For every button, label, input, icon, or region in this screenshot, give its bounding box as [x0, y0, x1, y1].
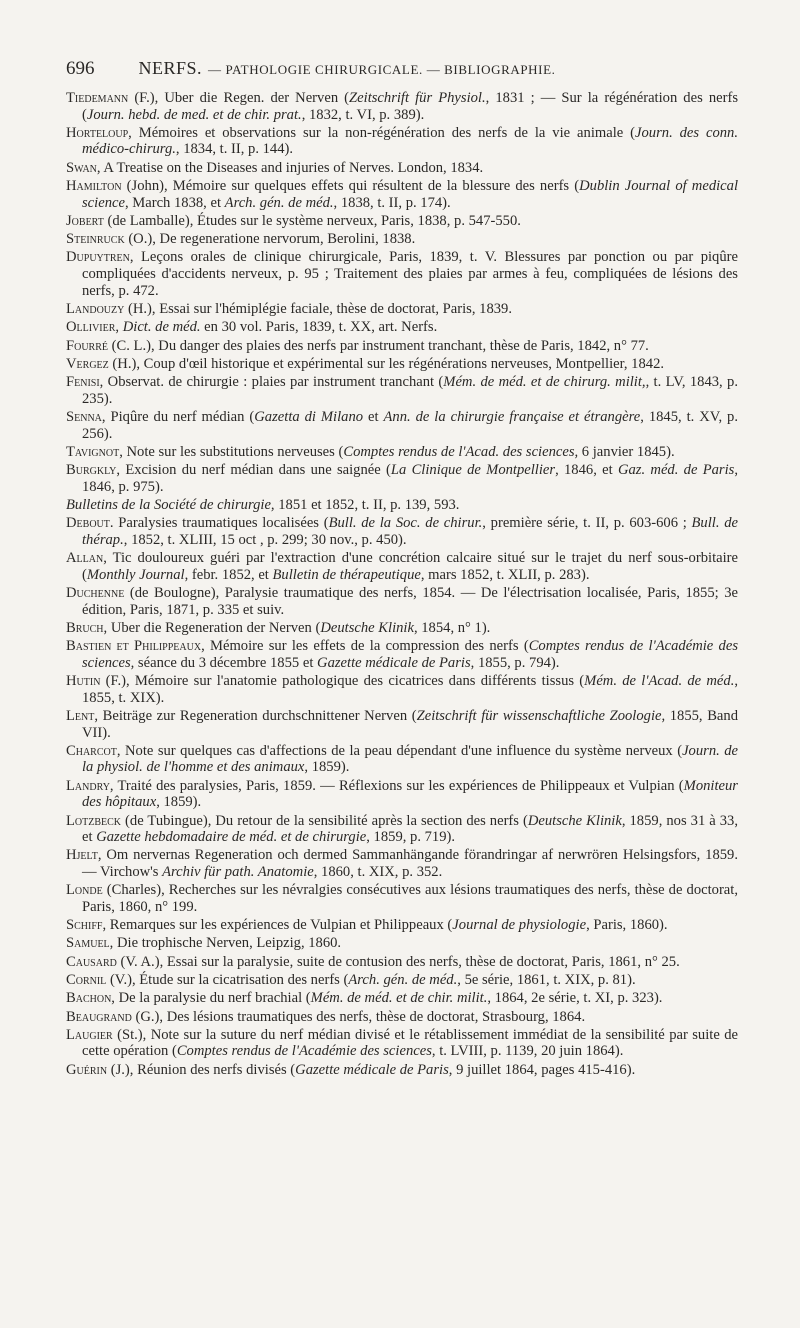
entry-author: Debout [66, 515, 110, 532]
entry-text: , 1838, t. II, p. 174). [333, 194, 451, 211]
bibliography-entry [66, 1009, 738, 1026]
entry-source-title: Comptes rendus de l'Académie des sciences, [82, 638, 738, 671]
entry-author: Guérin [66, 1061, 108, 1078]
entry-author: Hjelt [66, 847, 98, 864]
entry-source-title: Journ. de la physiol. de l'homme et des animaux [82, 742, 739, 776]
bibliography-entry [66, 319, 738, 336]
bibliography-entry [66, 213, 738, 230]
entry-source-title: Gaz. méd. de Paris [617, 462, 735, 479]
entry-source-title: Comptes rendus de l'Acad. des sciences, [343, 443, 579, 460]
chapter-title: NERFS. [138, 58, 203, 78]
entry-source-title: Bull. de la Soc. de chirur. [328, 515, 483, 532]
entry-text: , Uber die Regeneration der Nerven ( [103, 619, 321, 636]
entry-text: , t. LV, 1843, p. 235). [82, 374, 738, 407]
entry-text: , 1855, p. 794). [470, 654, 560, 671]
bibliography-entry [66, 497, 738, 514]
entry-author: Landouzy [66, 300, 125, 317]
entry-text: , 1859). [156, 794, 202, 811]
entry-author: Fourré [66, 337, 109, 354]
entry-source-title: Archiv für path. Anatomie [162, 864, 314, 880]
entry-text: , Note sur quelques cas d'affections de la peau dépendant d'une influence du système nerveux ( [116, 742, 683, 759]
bibliography-entry [66, 249, 738, 299]
bibliography-entry [66, 935, 738, 952]
entry-text: , A Treatise on the Diseases and injuries of Nerves. London, 1834. [96, 159, 484, 176]
bibliography-entry [66, 708, 738, 741]
entry-text: 1855, Band VII). [82, 707, 738, 741]
entry-text: (de Lamballe), Études sur le système nerveux, Paris, 1838, p. 547-550. [103, 212, 521, 229]
entry-source-title: Journal de physiologie [452, 917, 587, 934]
entry-text: , Mémoire sur les effets de la compression des nerfs ( [201, 638, 529, 655]
entry-text: , Remarques sur les expériences de Vulpian et Philippeaux ( [102, 917, 453, 934]
entry-text: , t. LVIII, p. 1139, 20 juin 1864). [431, 1043, 624, 1060]
entry-author: Landry [66, 777, 110, 794]
bibliography-entry [66, 620, 738, 637]
entry-source-title: Dict. de méd. [122, 319, 201, 336]
entry-text: (John), Mémoire sur quelques effets qui résultent de la blessure des nerfs ( [121, 178, 580, 195]
entry-text: (F.), Uber die Regen. der Nerven ( [128, 90, 350, 106]
entry-author: Bastien et Philippeaux [66, 638, 202, 655]
bibliography-entry [66, 444, 738, 461]
entry-text: , 1859, nos 31 à 33, et [82, 812, 738, 846]
entry-source-title: Moniteur des hôpitaux [82, 777, 738, 811]
entry-source-title: Mém. de l'Acad. de méd. [584, 673, 735, 690]
entry-text: , Note sur les substitutions nerveuses ( [119, 443, 344, 460]
entry-author: Hamilton [66, 178, 122, 195]
entry-text: (G.), Des lésions traumatiques des nerfs, thèse de doctorat, Strasbourg, 1864. [131, 1008, 586, 1025]
entry-source-title: Gazette hebdomadaire de méd. et de chirurgie [96, 829, 367, 846]
entry-text: , 1864, 2e série, t. XI, p. 323). [487, 990, 663, 1007]
entry-text: (Charles), Recherches sur les névralgies consécutives aux lésions traumatiques des nerfs, thèse de doctorat, Paris, 1860, n° 199. [82, 882, 738, 915]
entry-text: , 1859). [304, 759, 350, 776]
bibliography-entry [66, 90, 738, 123]
bibliography-entry [66, 743, 738, 776]
bibliography-entry [66, 550, 738, 583]
entry-text: , 9 juillet 1864, pages 415-416). [448, 1061, 636, 1078]
bibliography-entry [66, 231, 738, 248]
entry-author: Dupuytren [66, 249, 130, 266]
entry-text: , Leçons orales de clinique chirurgicale, Paris, 1839, t. V. Blessures par ponction ou par piqûre compliquées d'accidents nerveux, p. 95 ; Traitement des plaies par armes à feu, compliquées de lésions des nerfs, p. 472. [82, 249, 738, 299]
entry-author: Horteloup [66, 124, 129, 141]
entry-author: Schiff [66, 917, 103, 934]
entry-author: Beaugrand [66, 1008, 132, 1025]
bibliography-entry [66, 990, 738, 1007]
entry-text: , [115, 319, 123, 336]
entry-text: , première série, t. II, p. 603-606 ; [482, 515, 692, 532]
bibliography-entry [66, 1062, 738, 1079]
entry-text: , 1854, n° 1). [413, 619, 491, 636]
entry-source-title: Comptes rendus de l'Académie des sciences [176, 1043, 432, 1060]
bibliography-entry [66, 125, 738, 158]
entry-text: , 1845, t. XV, p. 256). [82, 408, 738, 442]
entry-author: Causard [66, 953, 117, 970]
entry-author: Duchenne [66, 585, 125, 601]
entry-text: , March 1838, et [124, 194, 225, 211]
bibliography-entry [66, 356, 738, 373]
entry-text: (H.), Coup d'œil historique et expérimental sur les régénérations nerveuses, Montpellier, 1842. [108, 355, 665, 372]
bibliography-entry [66, 847, 738, 880]
bibliography-entry [66, 972, 738, 989]
entry-text: 6 janvier 1845). [578, 443, 675, 460]
entry-text: , De la paralysie du nerf brachial ( [111, 990, 311, 1007]
bibliography-entry [66, 409, 738, 442]
entry-text: (O.), De regeneratione nervorum, Berolini, 1838. [124, 231, 416, 248]
entry-author: Bachon [66, 990, 112, 1007]
bibliography-entry [66, 1027, 738, 1060]
entry-source-title: Gazette médicale de Paris [317, 654, 471, 671]
entry-source-title: Monthly Journal [86, 566, 185, 583]
entry-text: , Traité des paralysies, Paris, 1859. — Réflexions sur les expériences de Philippeaux et Vulpian ( [109, 777, 684, 794]
entry-source-title: Ann. de la chirurgie française et étrangère [383, 408, 641, 425]
bibliography-entry [66, 882, 738, 915]
running-header [66, 58, 746, 80]
entry-author: Londe [66, 882, 103, 899]
entry-source-title: Deutsche Klinik [527, 812, 622, 829]
entry-author: Jobert [66, 212, 104, 229]
bibliography-entry [66, 954, 738, 971]
entry-text: , febr. 1852, et [184, 566, 273, 583]
entry-text: , 1846, p. 975). [82, 462, 738, 495]
entry-text: , Piqûre du nerf médian ( [101, 408, 255, 425]
entry-text: , 1846, et [555, 462, 618, 479]
entry-text: et [363, 408, 384, 425]
entry-text: 1851 et 1852, t. II, p. 139, 593. [274, 496, 460, 513]
entry-author: Senna [66, 408, 102, 425]
bibliography-entry [66, 585, 738, 618]
entry-text: (V. A.), Essai sur la paralysie, suite de contusion des nerfs, thèse de doctorat, Paris, 1861, n° 25. [116, 953, 680, 970]
bibliography-entry [66, 778, 738, 811]
entry-text: , Mémoires et observations sur la non-régénération des nerfs de la vie animale ( [128, 124, 636, 141]
entry-author: Tiedemann [66, 90, 129, 106]
entry-text: (H.), Essai sur l'hémiplégie faciale, thèse de doctorat, Paris, 1839. [124, 300, 512, 317]
entry-author: Fenisi [66, 374, 100, 391]
entry-text: , Tic douloureux guéri par l'extraction d'une concrétion calcaire situé sur le trajet du nerf sous-orbitaire ( [82, 550, 738, 583]
entry-text: (St.), Note sur la suture du nerf médian divisé et le rétablissement immédiat de la sensibilité par suite de cette opération ( [82, 1026, 738, 1060]
entry-text: en 30 vol. Paris, 1839, t. XX, art. Nerfs. [200, 319, 438, 336]
entry-source-title: Journ. hebd. de med. et de chir. prat. [86, 106, 302, 123]
page-number: 696 [66, 58, 95, 79]
entry-text: , 1860, t. XIX, p. 352. [313, 864, 443, 880]
entry-text: . Paralysies traumatiques localisées ( [109, 515, 329, 532]
entry-text: , 1834, t. II, p. 144). [175, 141, 294, 158]
entry-text: , 1852, t. XLIII, 15 oct , p. 299; 30 nov., p. 450). [123, 531, 407, 548]
entry-author: Ollivier [66, 319, 116, 336]
bibliography-entry [66, 917, 738, 934]
entry-text: (de Tubingue), Du retour de la sensibilité après la section des nerfs ( [121, 812, 528, 829]
entry-source-title: Gazetta di Milano [254, 408, 364, 425]
entry-author: Tavignot [66, 443, 120, 460]
bibliography-entry [66, 374, 738, 407]
entry-author: Swan [66, 159, 97, 176]
bibliography-entry [66, 178, 738, 211]
entry-text: , Paris, 1860). [586, 917, 668, 934]
entry-source-title: Gazette médicale de Paris [295, 1061, 449, 1078]
entry-source-title: Zeitschrift für Physiol. [349, 90, 486, 106]
entry-author: Allan [66, 550, 104, 567]
entry-text: , 5e série, 1861, t. XIX, p. 81). [457, 972, 636, 988]
entry-source-title: Zeitschrift für wissenschaftliche Zoologie, [416, 707, 666, 724]
entry-author: Charcot [66, 742, 117, 759]
entry-source-title: Mém. de méd. et de chirurg. milit, [443, 374, 646, 391]
entry-text: , Observat. de chirurgie : plaies par instrument tranchant ( [99, 374, 444, 391]
entry-author: Hutin [66, 673, 101, 690]
entry-source-title: Dublin Journal of medical science [82, 178, 738, 211]
entry-text: séance du 3 décembre 1855 et [134, 654, 318, 671]
entry-source-title: Deutsche Klinik [320, 619, 414, 636]
entry-source-title: Bulletin de thérapeutique [272, 566, 421, 583]
entry-source-title: Arch. gén. de méd. [224, 194, 334, 211]
entry-author: Lotzbeck [66, 812, 122, 829]
bibliography-entry [66, 462, 738, 495]
bibliography-list [66, 90, 738, 1080]
entry-source-title: Bull. de thérap. [82, 515, 738, 548]
entry-author: Burgkly [66, 462, 117, 479]
entry-source-title: Journ. des conn. médico-chirurg. [82, 124, 739, 158]
entry-text: , Excision du nerf médian dans une saignée ( [116, 462, 391, 479]
bibliography-entry [66, 638, 738, 671]
entry-text: , Om nervernas Regeneration och dermed Sammanhängande förandringar af nerwrören Helsingsfors, 1859. — Virchow's [82, 847, 738, 880]
entry-author: Steinruck [66, 231, 125, 248]
entry-text: (de Boulogne), Paralysie traumatique des nerfs, 1854. — De l'électrisation localisée, Paris, 1855; 3e édition, Paris, 1871, p. 335 et suiv. [82, 585, 738, 618]
bibliography-entry [66, 301, 738, 318]
entry-text: , 1832, t. VI, p. 389). [301, 106, 425, 123]
entry-author: Cornil [66, 972, 107, 988]
entry-author: Lent [66, 707, 95, 724]
entry-author: Bruch [66, 619, 104, 636]
entry-text: , 1859, p. 719). [366, 829, 456, 846]
entry-author: Samuel [66, 935, 110, 952]
entry-text: , Die trophische Nerven, Leipzig, 1860. [109, 935, 342, 952]
entry-text: , mars 1852, t. XLII, p. 283). [420, 566, 590, 583]
section-subtitle: — PATHOLOGIE CHIRURGICALE. — BIBLIOGRAPHIE. [208, 62, 556, 77]
entry-text: , Beiträge zur Regeneration durchschnittener Nerven ( [94, 707, 417, 724]
entry-source-title: Mém. de méd. et de chir. milit. [310, 990, 488, 1007]
entry-source-title: Arch. gén. de méd. [348, 972, 458, 988]
bibliography-entry [66, 813, 738, 846]
entry-text: , 1831 ; — Sur la régénération des nerfs ( [82, 90, 739, 123]
entry-source-title: La Clinique de Montpellier [390, 462, 556, 479]
entry-text: (J.), Réunion des nerfs divisés ( [107, 1061, 296, 1078]
bibliography-entry [66, 338, 738, 355]
entry-author: Laugier [66, 1026, 113, 1043]
entry-author: Vergez [66, 355, 109, 372]
entry-text: (V.), Étude sur la cicatrisation des nerfs ( [106, 972, 349, 988]
entry-text: , 1855, t. XIX). [82, 673, 738, 706]
bibliography-entry [66, 515, 738, 548]
bibliography-entry [66, 673, 738, 706]
entry-source-title: Bulletins de la Société de chirurgie, [66, 496, 275, 513]
entry-text: (C. L.), Du danger des plaies des nerfs par instrument tranchant, thèse de Paris, 1842, n° 77. [108, 337, 649, 354]
entry-text: (F.), Mémoire sur l'anatomie pathologique des cicatrices dans différents tissus ( [100, 673, 585, 690]
bibliography-entry [66, 160, 738, 177]
